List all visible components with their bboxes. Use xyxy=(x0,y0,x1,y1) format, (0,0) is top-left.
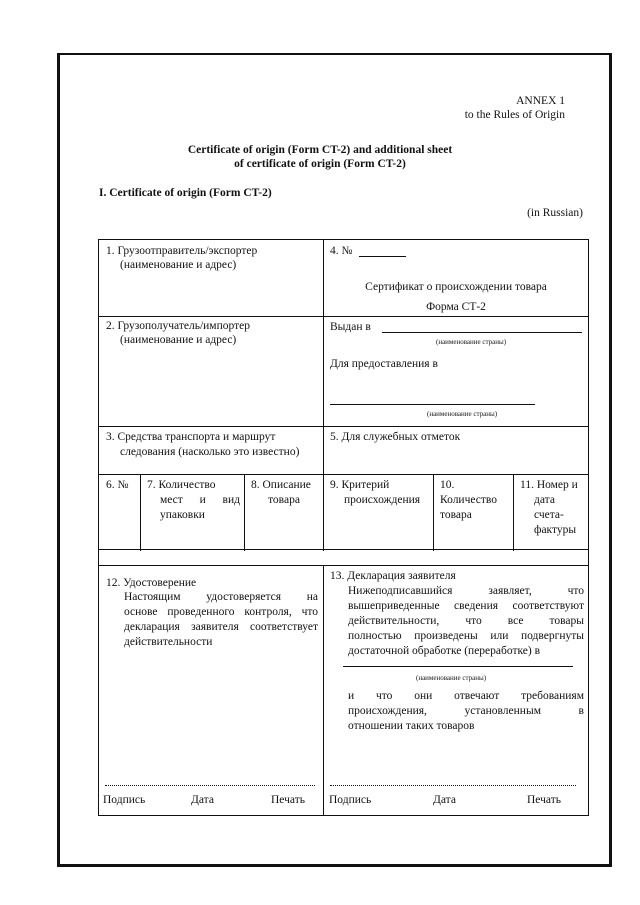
submit-to-label: Для предоставления в xyxy=(330,358,438,370)
box-13-text-line-7: происхождения, установленным в xyxy=(348,705,584,717)
sign-label-left: Подпись xyxy=(103,794,146,806)
divider xyxy=(99,549,588,550)
issued-in-label: Выдан в xyxy=(330,321,371,333)
divider xyxy=(323,565,324,815)
submit-to-line xyxy=(330,404,535,405)
box-4-number-label: 4. № xyxy=(330,245,353,257)
stamp-label-right: Печать xyxy=(527,794,561,806)
divider xyxy=(99,426,588,427)
col-9-header-line-2: происхождения xyxy=(344,494,421,506)
box-12-title: 12. Удостоверение xyxy=(106,577,197,589)
title-line-2: of certificate of origin (Form CT-2) xyxy=(234,158,406,170)
box-13-text-line-1: Нижеподписавшийся заявляет, что xyxy=(348,585,584,597)
col-10-header-line-3: товара xyxy=(440,509,472,521)
submit-country-hint: (наименование страны) xyxy=(427,410,498,418)
title-line-1: Certificate of origin (Form CT-2) and additional sheet xyxy=(187,144,453,156)
box-13-title: 13. Декларация заявителя xyxy=(330,570,456,582)
divider xyxy=(99,565,588,566)
divider xyxy=(513,474,514,551)
col-10-header-line-2: Количество xyxy=(440,494,497,506)
box-3-label: 3. Средства транспорта и маршрут xyxy=(106,431,276,443)
country-line xyxy=(343,666,573,667)
annex-subtitle: to the Rules of Origin xyxy=(464,109,565,121)
certificate-form xyxy=(98,239,589,816)
certificate-title: Сертификат о происхождении товара xyxy=(365,281,547,293)
col-8-header-line-2: товара xyxy=(268,494,300,506)
document-title xyxy=(0,143,640,171)
number-line xyxy=(359,256,406,257)
box-13-text-line-3: действительности, что все товары xyxy=(348,615,584,627)
col-10-header: 10. xyxy=(440,479,455,491)
col-7-header: 7. Количество xyxy=(147,479,216,491)
box-12-text-line-4: действительности xyxy=(124,636,213,648)
box-12-text-line-1: Настоящим удостоверяется на xyxy=(124,591,318,603)
box-2-label: 2. Грузополучатель/импортер xyxy=(106,320,250,332)
box-12-text-line-3: декларация заявителя соответствует xyxy=(124,621,318,633)
col-8-header: 8. Описание xyxy=(251,479,311,491)
col-11-header-line-4: фактуры xyxy=(534,524,577,536)
box-13-country-hint: (наименование страны) xyxy=(416,674,487,682)
divider xyxy=(99,474,588,475)
issued-in-line xyxy=(382,332,582,333)
col-11-header-line-2: дата xyxy=(534,494,555,506)
box-1-label: 1. Грузоотправитель/экспортер xyxy=(106,245,258,257)
box-1-sublabel: (наименование и адрес) xyxy=(120,259,237,271)
language-note: (in Russian) xyxy=(527,207,583,219)
box-13-text-line-5: достаточной обработке (переработке) в xyxy=(348,645,541,657)
box-13-text-line-2: вышеприведенные сведения соответствуют xyxy=(348,600,584,612)
stamp-label-left: Печать xyxy=(271,794,305,806)
box-13-text-line-6: и что они отвечают требованиям xyxy=(348,690,584,702)
col-7-header-line-2: мест и вид xyxy=(160,494,240,506)
col-9-header: 9. Критерий xyxy=(330,479,390,491)
box-12-text-line-2: основе проведенного контроля, что xyxy=(124,606,318,618)
divider xyxy=(140,474,141,551)
signature-line-left xyxy=(105,785,315,786)
box-5-label: 5. Для служебных отметок xyxy=(330,431,461,443)
annex-label: ANNEX 1 xyxy=(516,95,565,107)
col-11-header-line-3: счета- xyxy=(534,509,564,521)
sign-label-right: Подпись xyxy=(329,794,372,806)
box-13-text-line-8: отношении таких товаров xyxy=(348,720,475,732)
divider xyxy=(99,316,588,317)
col-11-header: 11. Номер и xyxy=(520,479,578,491)
date-label-left: Дата xyxy=(191,794,214,806)
box-3-sublabel: следования (насколько это известно) xyxy=(120,446,300,458)
box-13-text-line-4: полностью произведены или подвергнуты xyxy=(348,630,584,642)
box-2-sublabel: (наименование и адрес) xyxy=(120,334,237,346)
divider xyxy=(244,474,245,551)
form-name: Форма СТ-2 xyxy=(426,301,486,313)
date-label-right: Дата xyxy=(433,794,456,806)
issued-country-hint: (наименование страны) xyxy=(436,338,507,346)
section-heading: I. Certificate of origin (Form CT-2) xyxy=(99,187,272,199)
annex-header xyxy=(465,94,565,122)
signature-line-right xyxy=(330,785,576,786)
col-7-header-line-3: упаковки xyxy=(160,509,205,521)
col-6-header: 6. № xyxy=(106,479,129,491)
divider xyxy=(433,474,434,551)
